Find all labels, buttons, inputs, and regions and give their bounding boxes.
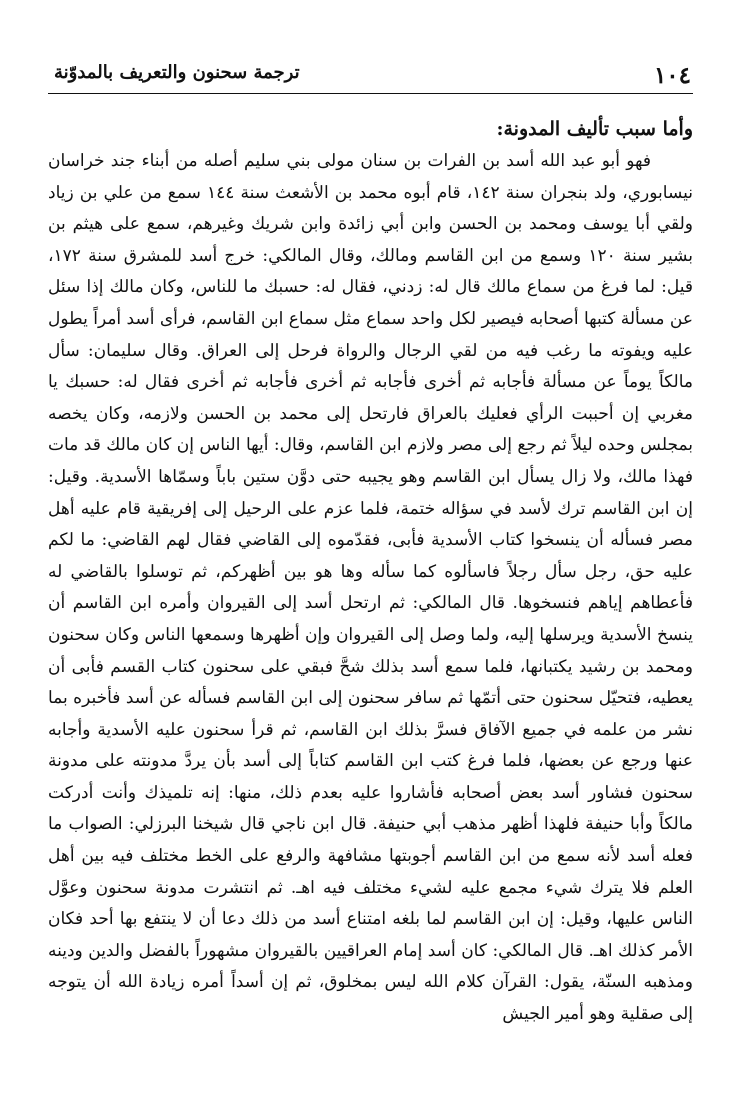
body-paragraph: فهو أبو عبد الله أسد بن الفرات بن سنان مولى بني سليم أصله من أبناء جند خراسان نيسابوري، ولد بنجران سنة ١٤٢، قام أبوه محمد بن الأشعث سنة ١٤٤ سمع من علي بن زياد ولقي أبا يوسف ومحمد بن الحسن وابن أبي زائدة وابن شريك وغيرهم، سمع على هيثم بن بشير سنة ١٢٠ وسمع من ابن القاسم ومالك، وقال المالكي: خرج أسد للمشرق سنة ١٧٢، قيل: لما فرغ من سماع مالك قال له: زدني، فقال له: حسبك ما للناس، وكان مالك إذا سئل عن مسألة كتبها أصحابه فيصير لكل واحد سماع مثل سماع ابن القاسم، فرأى أسد أمراً يطول عليه ويفوته ما رغب فيه من لقي الرجال والرواة فرحل إلى العراق. وقال سليمان: سأل مالكاً يوماً عن مسألة فأجابه ثم أخرى فأجابه ثم أخرى فأجابه ثم أخرى فقال له: حسبك يا مغربي إن أحببت الرأي فعليك بالعراق فارتحل إلى محمد بن الحسن ولازمه، وكان يخصه بمجلس وحده ليلاً ثم رجع إلى مصر ولازم ابن القاسم، وقال: أيها الناس إن كان مالك قد مات فهذا مالك، ولا زال يسأل ابن القاسم وهو يجيبه حتى دوَّن ستين باباً وسمّاها الأسدية. وقيل: إن ابن القاسم ترك لأسد في سؤاله ختمة، فلما عزم على الرحيل إلى إفريقية قام عليه أهل مصر فسأله أن ينسخوا كتاب الأسدية فأبى، فقدّموه إلى القاضي فقال لهم القاضي: ما لكم عليه حق، رجل سأل رجلاً فاسألوه كما سأله وها هو بين أظهركم، ثم توسلوا بالقاضي له فأعطاهم إياهم فنسخوها. قال المالكي: ثم ارتحل أسد إلى القيروان وأمره ابن القاسم أن ينسخ الأسدية ويرسلها إليه، ولما وصل إلى القيروان وإن أظهرها وسمعها الناس وكان سحنون ومحمد بن رشيد يكتبانها، فلما سمع أسد بذلك شحَّ فبقي على سحنون كتاب القسم فأبى أن يعطيه، فتحيّل سحنون حتى أتمّها ثم سافر سحنون إلى ابن القاسم فسأله عن أسد فأخبره بما نشر من علمه في جميع الآفاق فسرَّ بذلك ابن القاسم، ثم قرأ سحنون عليه الأسدية وأجابه عنها ورجع عن بعضها، فلما فرغ كتب ابن القاسم كتاباً إلى أسد بأن يردَّ مدونته على مدونة سحنون فشاور أسد بعض أصحابه فأشاروا عليه بعدم ذلك، منها: إنه تلميذك وأنت أدركت مالكاً وأبا حنيفة فلهذا أظهر مذهب أبي حنيفة. قال ابن ناجي قال شيخنا البرزلي: الصواب ما فعله أسد لأنه سمع من ابن القاسم أجوبتها مشافهة والرفع على الخط مختلف فيه بين أهل العلم فلا يترك شيء مجمع عليه لشيء مختلف فيه اهـ. ثم انتشرت مدونة سحنون وعوَّل الناس عليها، وقيل: إن ابن القاسم لما بلغه امتناع أسد من ذلك دعا أن لا ينتفع بها أحد فكان الأمر كذلك اهـ. قال المالكي: كان أسد إمام العراقيين بالقيروان مشهوراً بالفضل والدين ودينه ومذهبه السنّة، يقول: القرآن كلام الله ليس بمخلوق، ثم إن أسداً أمره زيادة الله أن يتوجه إلى صقلية وهو أمير الجيش [48, 151, 694, 1025]
page-number: ١٠٤ [653, 62, 691, 89]
running-header [48, 52, 693, 92]
section-heading: وأما سبب تأليف المدونة: [496, 118, 693, 140]
header-rule [48, 93, 693, 94]
book-page [48, 52, 693, 1082]
page-body [48, 114, 693, 1031]
running-title: ترجمة سحنون والتعريف بالمدوّنة [54, 62, 300, 83]
